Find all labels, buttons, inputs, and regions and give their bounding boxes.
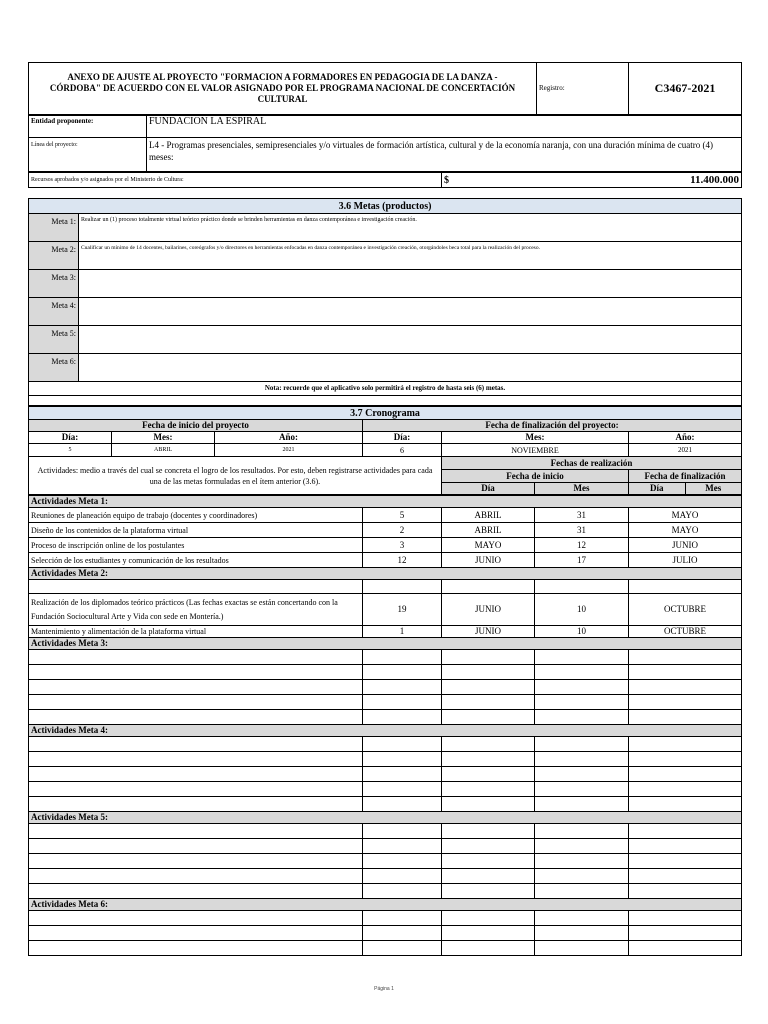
actividad-dia-inicio: 2 xyxy=(363,523,442,538)
actividad-dia-inicio: 5 xyxy=(363,508,442,523)
actividad-dia-fin: 31 xyxy=(535,523,629,538)
actividad-desc: Reuniones de planeación equipo de trabajo (docentes y coordinadores) xyxy=(29,508,363,523)
metas-table xyxy=(28,198,742,406)
actividades-note-text: Actividades: medio a través del cual se concreta el logro de los resultados. Por esto, deben registrarse actividades para cada una de las metas formuladas en el ítem anterior (3.6). xyxy=(37,465,433,486)
linea-label: Línea del proyecto: xyxy=(29,138,147,172)
cronograma-table xyxy=(28,406,742,495)
registro-value: C3467-2021 xyxy=(629,63,742,115)
actividad-mes-fin: JUNIO xyxy=(629,538,742,553)
meta-2-label: Meta 2: xyxy=(29,242,79,270)
table-row xyxy=(29,523,742,538)
header-table xyxy=(28,62,742,115)
fin-mes-label: Mes: xyxy=(442,432,629,444)
actividad-dia-inicio: 19 xyxy=(363,594,442,626)
table-row xyxy=(29,594,742,626)
actividades-meta-4-label: Actividades Meta 4: xyxy=(29,725,742,737)
col-mes-inicio: Mes xyxy=(535,483,629,495)
meta-1-label: Meta 1: xyxy=(29,214,79,242)
fin-proyecto-label: Fecha de finalización del proyecto: xyxy=(363,420,742,432)
actividad-dia-fin: 17 xyxy=(535,553,629,568)
info-table xyxy=(28,115,742,172)
actividades-note xyxy=(29,457,442,495)
meta-2-text: Cualificar un mínimo de 14 docentes, bailarines, coreógrafos y/o directores en herramientas enfocadas en danza contemporánea e investigación creación, otorgándoles beca total para la realización del proceso. xyxy=(79,242,742,270)
actividad-desc: Selección de los estudiantes y comunicación de los resultados xyxy=(29,553,363,568)
page-number: Página 1 xyxy=(374,986,394,992)
actividad-dia-fin: 12 xyxy=(535,538,629,553)
fin-dia-label: Día: xyxy=(363,432,442,444)
table-row xyxy=(29,508,742,523)
actividades-table xyxy=(28,495,742,956)
col-dia-fin: Día xyxy=(629,483,686,494)
meta-3-label: Meta 3: xyxy=(29,270,79,298)
recursos-amount: 11.400.000 xyxy=(690,173,739,186)
meta-4-label: Meta 4: xyxy=(29,298,79,326)
actividad-mes-fin: OCTUBRE xyxy=(629,594,742,626)
actividad-mes-inicio: ABRIL xyxy=(442,523,535,538)
fin-anio: 2021 xyxy=(629,444,742,457)
actividad-desc: Realización de los diplomados teórico prácticos (Las fechas exactas se están concertando con la Fundación Sociocultural Arte y Vida con sede en Montería.) xyxy=(29,594,363,626)
actividades-meta-1-label: Actividades Meta 1: xyxy=(29,496,742,508)
table-row xyxy=(29,626,742,638)
col-fin-pair xyxy=(629,483,742,495)
actividades-meta-5-label: Actividades Meta 5: xyxy=(29,812,742,824)
actividad-mes-inicio: MAYO xyxy=(442,538,535,553)
actividad-mes-inicio: JUNIO xyxy=(442,553,535,568)
meta-3-text xyxy=(79,270,742,298)
fin-dia: 6 xyxy=(363,444,442,457)
fin-mes: NOVIEMBRE xyxy=(442,444,629,457)
inicio-anio-label: Año: xyxy=(215,432,363,444)
actividad-desc: Proceso de inscripción online de los postulantes xyxy=(29,538,363,553)
actividad-mes-inicio: ABRIL xyxy=(442,508,535,523)
actividad-desc: Mantenimiento y alimentación de la plataforma virtual xyxy=(29,626,363,638)
meta-4-text xyxy=(79,298,742,326)
actividad-dia-fin: 10 xyxy=(535,594,629,626)
currency-symbol: $ xyxy=(444,174,449,186)
registro-label: Registro: xyxy=(537,63,629,115)
recursos-label: Recursos aprobados y/o asignados por el Ministerio de Cultura: xyxy=(29,173,442,188)
cronograma-title: 3.7 Cronograma xyxy=(29,407,742,420)
actividad-desc: Diseño de los contenidos de la plataforma virtual xyxy=(29,523,363,538)
fechas-realizacion-label: Fechas de realización xyxy=(442,457,742,470)
col-dia-inicio: Día xyxy=(442,483,535,495)
fecha-inicio-label: Fecha de inicio xyxy=(442,470,629,483)
metas-title: 3.6 Metas (productos) xyxy=(29,199,742,214)
entidad-value: FUNDACION LA ESPIRAL xyxy=(147,116,742,138)
inicio-anio: 2021 xyxy=(215,444,363,457)
actividad-dia-fin: 10 xyxy=(535,626,629,638)
table-row xyxy=(29,538,742,553)
meta-5-label: Meta 5: xyxy=(29,326,79,354)
metas-note: Nota: recuerde que el aplicativo solo permitirá el registro de hasta seis (6) metas. xyxy=(29,382,742,396)
inicio-mes-label: Mes: xyxy=(112,432,215,444)
actividades-meta-3-label: Actividades Meta 3: xyxy=(29,638,742,650)
inicio-dia: 5 xyxy=(29,444,112,457)
col-mes-fin: Mes xyxy=(705,483,722,493)
actividad-dia-fin: 31 xyxy=(535,508,629,523)
actividad-mes-inicio: JUNIO xyxy=(442,626,535,638)
fin-anio-label: Año: xyxy=(629,432,742,444)
recursos-table xyxy=(28,172,742,188)
actividades-meta-6-label: Actividades Meta 6: xyxy=(29,899,742,911)
meta-5-text xyxy=(79,326,742,354)
actividades-meta-2-label: Actividades Meta 2: xyxy=(29,568,742,580)
inicio-dia-label: Día: xyxy=(29,432,112,444)
entidad-label: Entidad proponente: xyxy=(29,116,147,138)
actividad-mes-inicio: JUNIO xyxy=(442,594,535,626)
actividad-mes-fin: OCTUBRE xyxy=(629,626,742,638)
meta-6-text xyxy=(79,354,742,382)
actividad-mes-fin: MAYO xyxy=(629,508,742,523)
meta-1-text: Realizar un (1) proceso totalmente virtual teórico práctico donde se brinden herramientas en danza contemporánea e investigación creación. xyxy=(79,214,742,242)
actividad-dia-inicio: 1 xyxy=(363,626,442,638)
linea-value: L4 - Programas presenciales, semipresenciales y/o virtuales de formación artística, cultural y de la economía naranja, con una duración mínima de cuatro (4) meses: xyxy=(147,138,742,172)
table-row xyxy=(29,553,742,568)
actividad-dia-inicio: 12 xyxy=(363,553,442,568)
fecha-fin-label: Fecha de finalización xyxy=(629,470,742,483)
document-title: ANEXO DE AJUSTE AL PROYECTO "FORMACION A FORMADORES EN PEDAGOGIA DE LA DANZA - CÓRDOBA" DE ACUERDO CON EL VALOR ASIGNADO POR EL PROGRAMA NACIONAL DE CONCERTACIÓN CULTURAL xyxy=(29,63,537,115)
actividad-mes-fin: JULIO xyxy=(629,553,742,568)
inicio-proyecto-label: Fecha de inicio del proyecto xyxy=(29,420,363,432)
actividad-mes-fin: MAYO xyxy=(629,523,742,538)
inicio-mes: ABRIL xyxy=(112,444,215,457)
actividad-dia-inicio: 3 xyxy=(363,538,442,553)
recursos-amount-cell xyxy=(442,173,742,188)
meta-6-label: Meta 6: xyxy=(29,354,79,382)
form-page xyxy=(28,62,741,956)
